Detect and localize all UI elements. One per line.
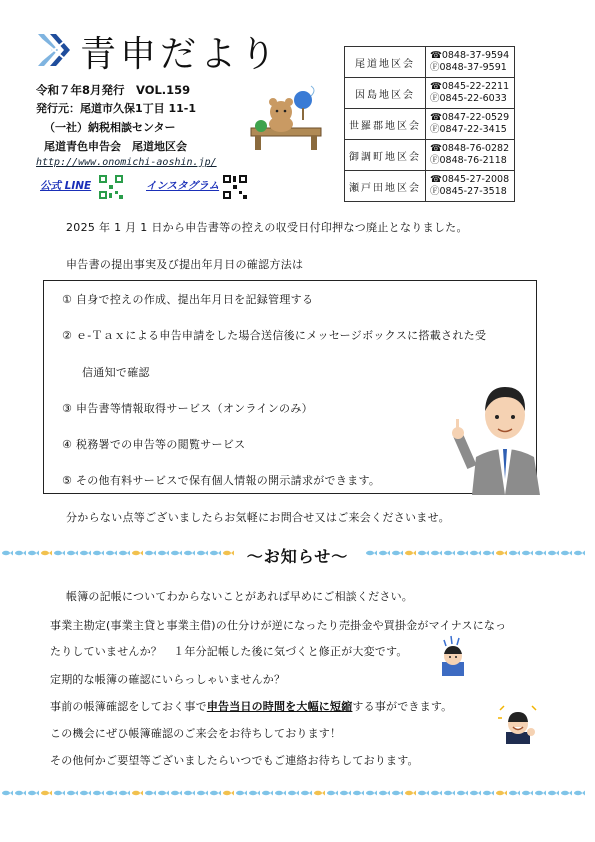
notice-closing: 分からない点等ございましたらお気軽にお問合せ又はご来会くださいませ。: [66, 511, 450, 524]
org-name-1: （一社）納税相談センター: [44, 121, 176, 134]
fax-number: Ⓕ0845-27-3518: [430, 186, 507, 197]
org-name-2: 尾道青色申告会 尾道地区会: [44, 140, 187, 153]
worried-man-illustration-icon: [438, 634, 468, 676]
fax-number: Ⓕ0848-76-2118: [430, 155, 507, 166]
website-link[interactable]: http://www.onomichi-aoshin.jp/: [36, 157, 217, 168]
branch-contact-table: [344, 46, 515, 202]
info-line-5: [50, 698, 452, 714]
info-line-6: この機会にぜひ帳簿確認のご来会をお待ちしております！: [50, 727, 342, 740]
table-row: [345, 109, 515, 140]
info-line-7: その他何かご要望等ございましたらいつでもご連絡お待ちしております。: [50, 754, 419, 767]
line-qr-code-icon[interactable]: [98, 174, 124, 200]
bear-with-fan-illustration-icon: [245, 82, 325, 154]
table-row: [345, 78, 515, 109]
method-item-3: ③ 申告書等情報取得サービス（オンラインのみ）: [62, 402, 313, 415]
method-item-1: ① 自身で控えの作成、提出年月日を記録管理する: [62, 293, 314, 306]
table-row: [345, 47, 515, 78]
notice-line-2: 申告書の提出事実及び提出年月日の確認方法は: [66, 258, 304, 271]
table-row: [345, 140, 515, 171]
info-line-2: 事業主勘定(事業主貸と事業主借)の仕分けが逆になったり売掛金や買掛金がマイナスになっ: [50, 619, 507, 632]
area-name: 世羅郡地区会: [345, 109, 426, 140]
newsletter-title: 青申だより: [80, 34, 281, 75]
instagram-qr-code-icon[interactable]: [222, 174, 248, 200]
publisher-address: 発行元：尾道市久保1丁目 11-1: [36, 102, 197, 115]
area-name: 尾道地区会: [345, 47, 426, 78]
area-name: 御調町地区会: [345, 140, 426, 171]
info-line-5-post: する事ができます。: [352, 700, 453, 713]
table-row: [345, 171, 515, 202]
association-logo-icon: [34, 30, 74, 70]
fax-number: Ⓕ0845-22-6033: [430, 93, 507, 104]
tel-number: ☎0848-37-9594: [430, 50, 510, 61]
area-name: 因島地区会: [345, 78, 426, 109]
thumbs-up-man-illustration-icon: [498, 704, 538, 744]
method-item-5: ⑤ その他有料サービスで保有個人情報の開示請求ができます。: [62, 474, 381, 487]
fish-border-bottom-icon: [0, 787, 595, 799]
instagram-link[interactable]: インスタグラム: [146, 180, 220, 192]
tel-number: ☎0845-22-2211: [430, 81, 510, 92]
notice-line-1: 2025 年 1 月 1 日から申告書等の控えの収受日付印押なつ廃止となりました。: [66, 221, 468, 234]
info-line-4: 定期的な帳簿の確認にいらっしゃいませんか？: [50, 673, 286, 686]
method-item-2: ② ｅ-Ｔａｘによる申告申請をした場合送信後にメッセージボックスに搭載された受: [62, 329, 487, 342]
fax-number: Ⓕ0848-37-9591: [430, 62, 507, 73]
info-line-1: 帳簿の記帳についてわからないことがあれば早めにご相談ください。: [66, 590, 413, 603]
line-link[interactable]: 公式 LINE: [40, 180, 92, 192]
fax-number: Ⓕ0847-22-3415: [430, 124, 507, 135]
tel-number: ☎0847-22-0529: [430, 112, 510, 123]
info-heading: ～お知らせ～: [246, 547, 349, 566]
info-line-5-pre: 事前の帳簿確認をしておく事で: [50, 700, 207, 713]
info-line-5-emphasis: 申告当日の時間を大幅に短縮: [206, 700, 353, 713]
pointing-businessman-illustration-icon: [450, 375, 560, 495]
info-line-3: たりしていませんか？ １年分記帳した後に気づくと修正が大変です。: [50, 645, 408, 658]
issue-info: 令和７年8月発行 VOL.159: [36, 83, 191, 97]
tel-number: ☎0845-27-2008: [430, 174, 510, 185]
method-item-4: ④ 税務署での申告等の閲覧サービス: [62, 438, 246, 451]
area-name: 瀬戸田地区会: [345, 171, 426, 202]
tel-number: ☎0848-76-0282: [430, 143, 510, 154]
method-item-2-cont: 信通知で確認: [82, 366, 150, 379]
